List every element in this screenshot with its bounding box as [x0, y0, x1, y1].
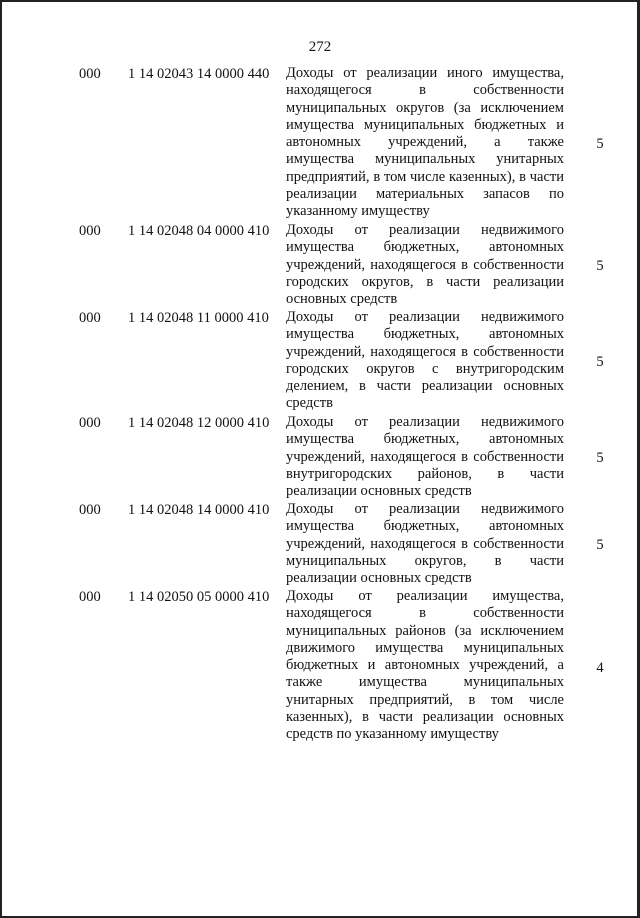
revenue-description: Доходы от реализации недвижимого имущества бюджетных, автономных учреждений, находящегося в собственности внутригородских районов, в части реализации основных средств: [286, 414, 564, 500]
admin-code: 000: [79, 502, 101, 518]
page-number: 272: [308, 39, 332, 55]
kbk-code: 1 14 02048 12 0000 410: [128, 415, 270, 431]
norm-value: 5: [596, 536, 604, 553]
kbk-code: 1 14 02048 11 0000 410: [128, 310, 269, 326]
kbk-code: 1 14 02048 14 0000 410: [128, 502, 270, 518]
norm-value: 5: [596, 257, 604, 274]
table-row: [0, 65, 640, 222]
table-row: [0, 414, 640, 501]
revenue-description: Доходы от реализации имущества, находящегося в собственности муниципальных районов (за исключением движимого имущества муниципальных бюджетных и автономных учреждений, а также имущества муниципальных унитарных предприятий, в том числе казенных), в части реализации основных средств по указанному имуществу: [286, 588, 564, 743]
revenue-description: Доходы от реализации недвижимого имущества бюджетных, автономных учреждений, находящегося в собственности муниципальных округов, в части реализации основных средств: [286, 501, 564, 587]
revenue-description: Доходы от реализации иного имущества, находящегося в собственности муниципальных округов (за исключением имущества муниципальных бюджетных и автономных учреждений, а также имущества муниципальных унитарных предприятий, в том числе казенных), в части реализации материальных запасов по указанному имуществу: [286, 65, 564, 220]
kbk-code: 1 14 02043 14 0000 440: [128, 66, 270, 82]
revenue-table: [0, 65, 640, 748]
kbk-code: 1 14 02050 05 0000 410: [128, 589, 270, 605]
norm-value: 4: [596, 660, 604, 676]
norm-value: 5: [596, 449, 604, 466]
kbk-code: 1 14 02048 04 0000 410: [128, 223, 270, 239]
norm-value: 5: [596, 353, 604, 370]
table-row: [0, 501, 640, 588]
admin-code: 000: [79, 66, 101, 82]
table-row: [0, 309, 640, 414]
scan-border-top: [0, 0, 640, 2]
admin-code: 000: [79, 310, 101, 326]
revenue-description: Доходы от реализации недвижимого имущества бюджетных, автономных учреждений, находящегося в собственности городских округов, в части реализации основных средств: [286, 222, 564, 308]
table-row: [0, 222, 640, 309]
admin-code: 000: [79, 415, 101, 431]
table-row: [0, 588, 640, 748]
norm-value: 5: [596, 135, 604, 152]
admin-code: 000: [79, 589, 101, 605]
revenue-description: Доходы от реализации недвижимого имущества бюджетных, автономных учреждений, находящегося в собственности городских округов с внутригородским делением, в части реализации основных средств: [286, 309, 564, 412]
admin-code: 000: [79, 223, 101, 239]
